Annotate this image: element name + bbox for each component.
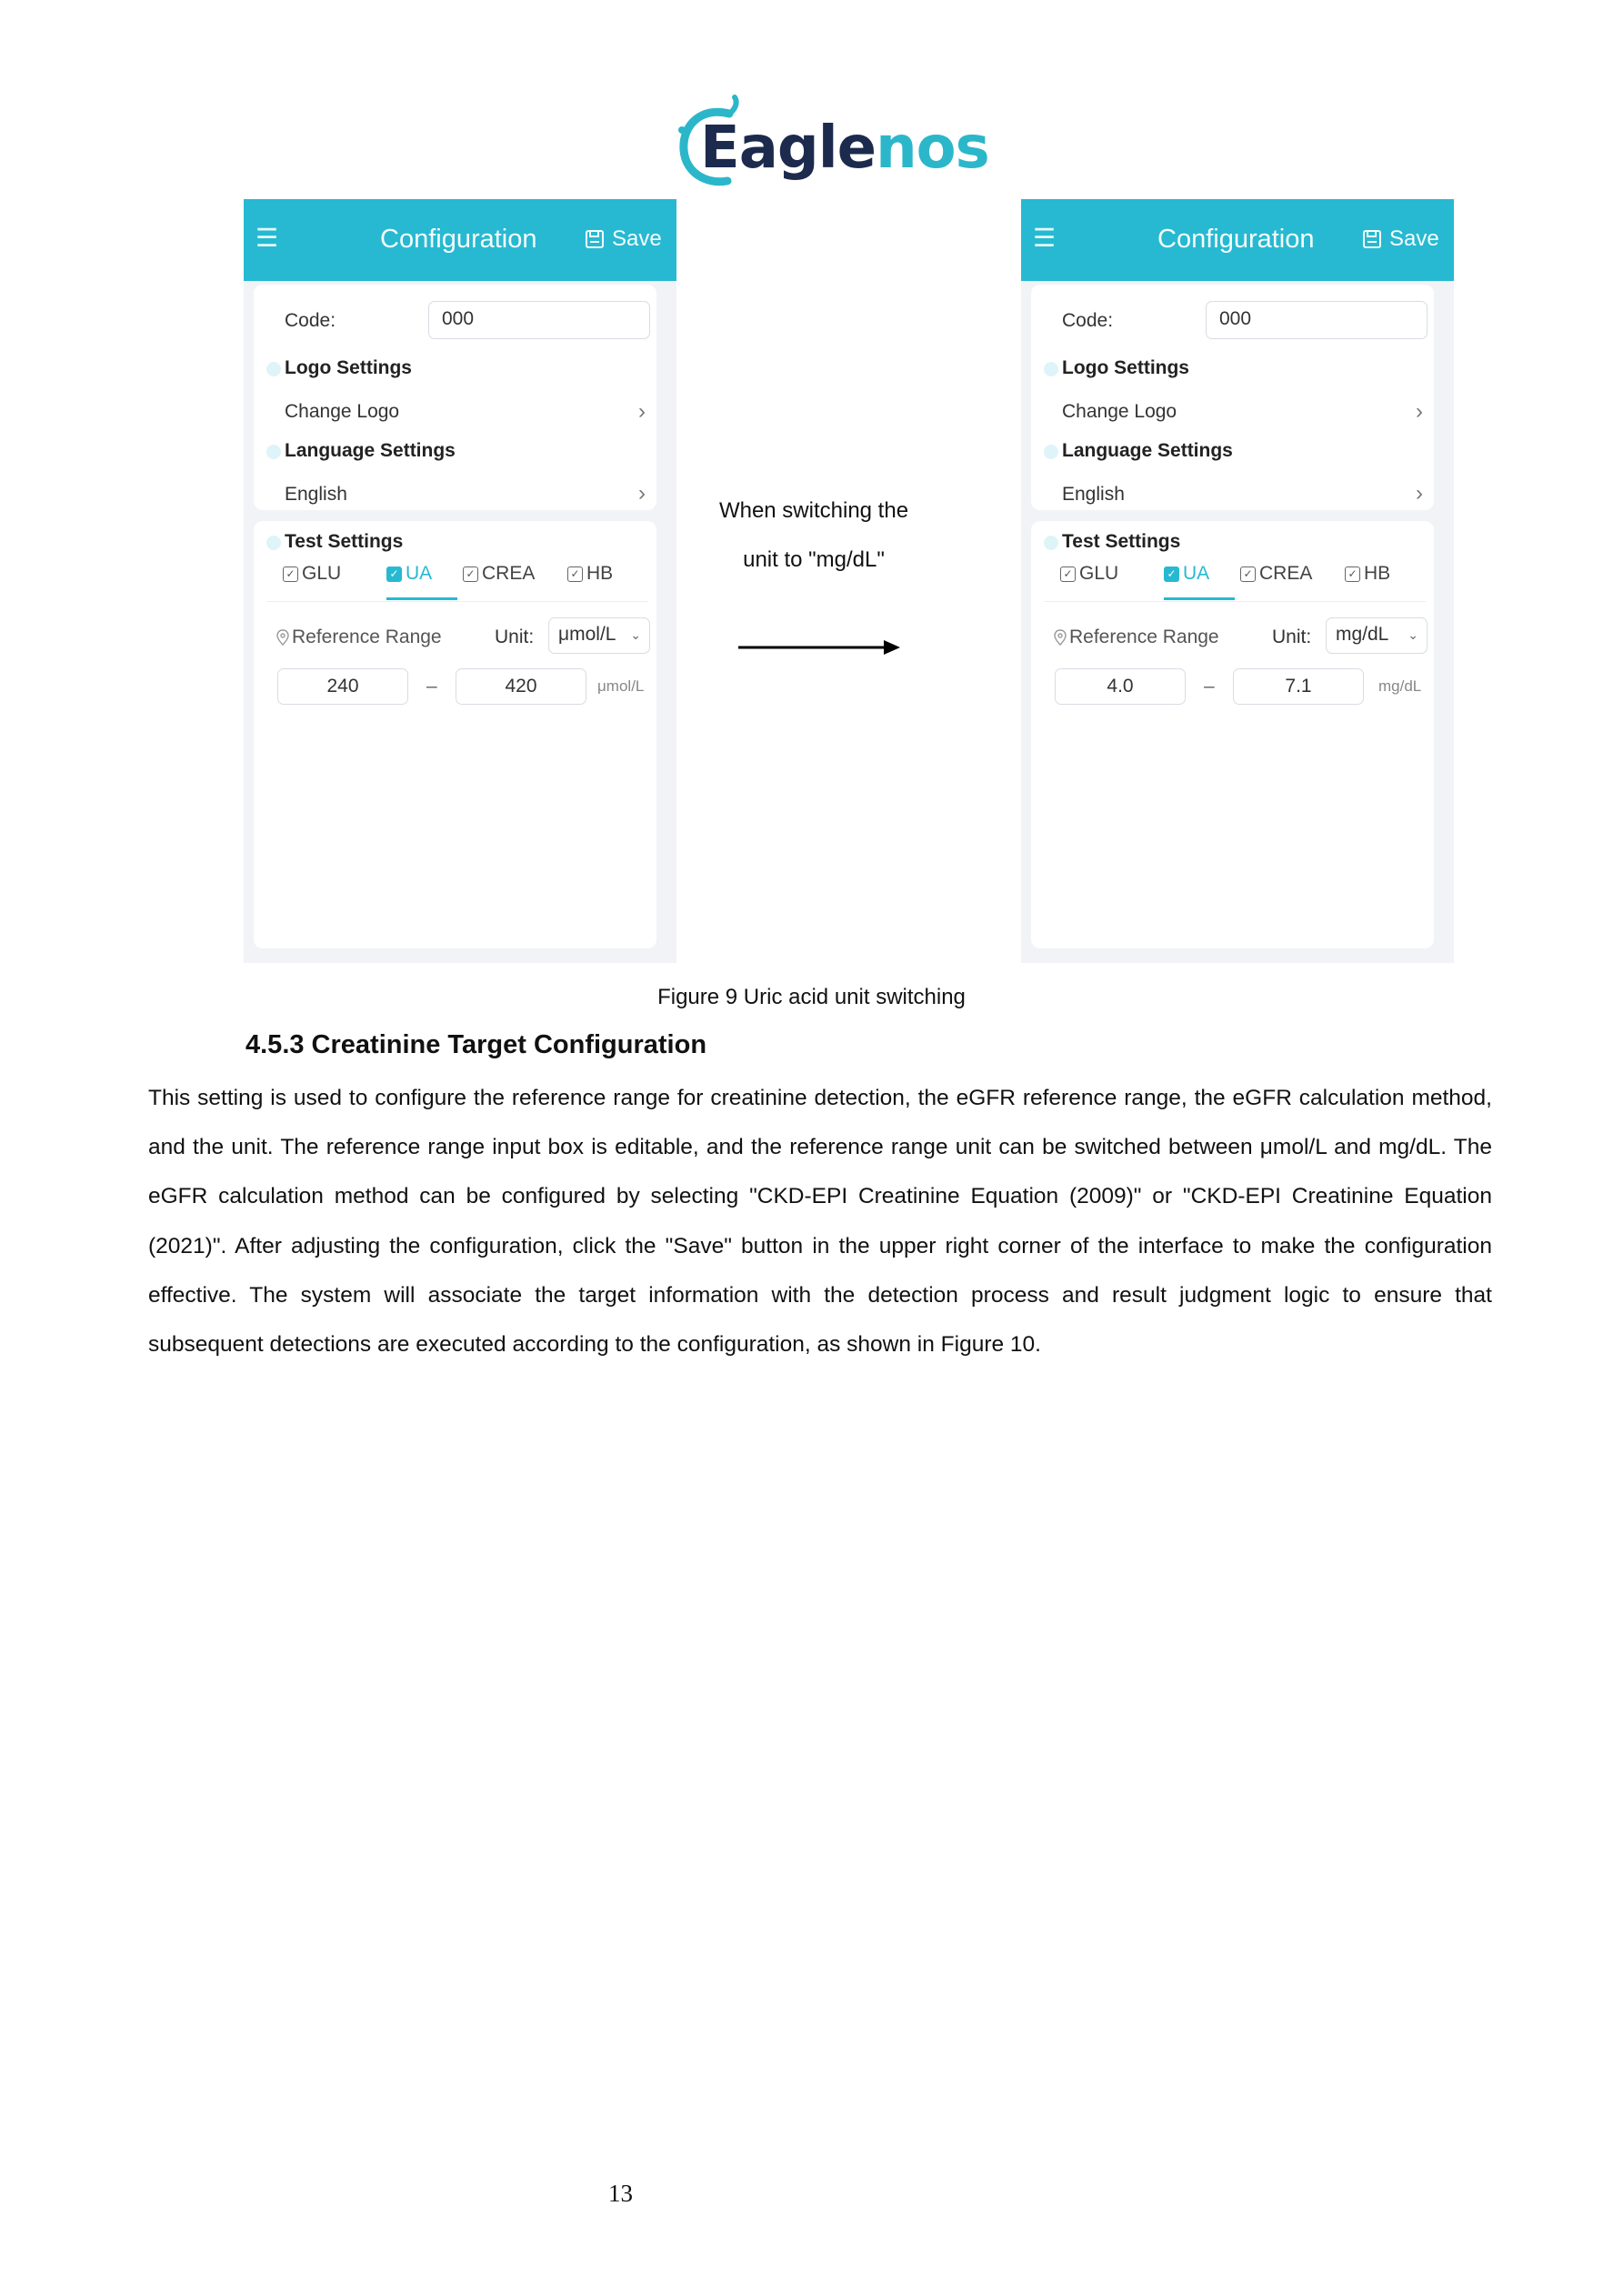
save-button-label: Save xyxy=(612,226,662,251)
range-low-input[interactable]: 4.0 xyxy=(1055,668,1186,705)
section-heading: 4.5.3 Creatinine Target Configuration xyxy=(245,1030,707,1059)
tab-ua[interactable]: ✓ UA xyxy=(386,563,432,585)
screenshot-before xyxy=(244,199,676,963)
switch-annotation xyxy=(691,486,937,585)
active-tab-indicator xyxy=(386,597,457,600)
tabs-divider xyxy=(266,601,648,602)
checkbox-icon: ✓ xyxy=(1060,566,1076,582)
unit-label: Unit: xyxy=(1272,627,1312,647)
tab-glu[interactable]: ✓ GLU xyxy=(1060,563,1118,585)
section-dot-icon xyxy=(1044,536,1058,550)
save-button-label: Save xyxy=(1389,226,1439,251)
chevron-right-icon: › xyxy=(638,399,646,424)
section-dot-icon xyxy=(266,536,281,550)
location-pin-icon xyxy=(1053,629,1067,646)
change-logo-item[interactable]: Change Logo xyxy=(1062,401,1177,422)
code-input[interactable]: 000 xyxy=(1206,301,1428,339)
save-button[interactable] xyxy=(1362,223,1439,256)
figure-caption: Figure 9 Uric acid unit switching xyxy=(657,985,966,1009)
change-logo-item[interactable]: Change Logo xyxy=(285,401,400,422)
save-icon xyxy=(1362,229,1382,249)
checkbox-icon: ✓ xyxy=(463,566,478,582)
language-item[interactable]: English xyxy=(285,484,347,505)
reference-range-label: Reference Range xyxy=(276,627,442,648)
logo-wordmark: Eaglenos xyxy=(700,115,989,182)
language-settings-title: Language Settings xyxy=(285,440,456,461)
screenshot-after xyxy=(1021,199,1454,963)
checkbox-icon: ✓ xyxy=(1345,566,1360,582)
app-header xyxy=(1021,199,1454,281)
checkbox-checked-icon: ✓ xyxy=(1164,566,1179,582)
test-settings-card xyxy=(254,521,656,948)
checkbox-icon: ✓ xyxy=(1240,566,1256,582)
hamburger-menu-icon[interactable]: ☰ xyxy=(255,224,279,252)
language-settings-title: Language Settings xyxy=(1062,440,1233,461)
unit-label: Unit: xyxy=(495,627,535,647)
save-button[interactable] xyxy=(585,223,662,256)
page-title: Configuration xyxy=(1157,225,1315,254)
app-header xyxy=(244,199,676,281)
chevron-right-icon: › xyxy=(638,481,646,506)
tab-crea[interactable]: ✓ CREA xyxy=(463,563,535,585)
location-pin-icon xyxy=(276,629,290,646)
chevron-right-icon: › xyxy=(1416,481,1423,506)
tab-crea[interactable]: ✓ CREA xyxy=(1240,563,1312,585)
range-separator: – xyxy=(1204,676,1215,697)
section-dot-icon xyxy=(1044,445,1058,459)
logo-settings-title: Logo Settings xyxy=(1062,357,1189,378)
save-icon xyxy=(585,229,605,249)
tabs-divider xyxy=(1044,601,1426,602)
range-low-input[interactable]: 240 xyxy=(277,668,408,705)
range-unit-suffix: mg/dL xyxy=(1378,677,1422,695)
unit-select[interactable]: mg/dL ⌄ xyxy=(1326,617,1428,654)
unit-select[interactable]: μmol/L ⌄ xyxy=(548,617,650,654)
section-dot-icon xyxy=(266,445,281,459)
test-settings-card xyxy=(1031,521,1434,948)
general-settings-card xyxy=(1031,285,1434,510)
company-logo xyxy=(675,94,989,194)
chevron-down-icon: ⌄ xyxy=(1408,627,1418,642)
arrow-right-icon xyxy=(738,637,902,658)
section-dot-icon xyxy=(1044,362,1058,376)
logo-settings-title: Logo Settings xyxy=(285,357,412,378)
tab-hb[interactable]: ✓ HB xyxy=(1345,563,1390,585)
tab-hb[interactable]: ✓ HB xyxy=(567,563,613,585)
page-number: 13 xyxy=(608,2180,633,2207)
hamburger-menu-icon[interactable]: ☰ xyxy=(1033,224,1057,252)
language-item[interactable]: English xyxy=(1062,484,1125,505)
active-tab-indicator xyxy=(1164,597,1235,600)
general-settings-card xyxy=(254,285,656,510)
chevron-down-icon: ⌄ xyxy=(630,627,641,642)
chevron-right-icon: › xyxy=(1416,399,1423,424)
code-label: Code: xyxy=(1062,310,1114,331)
annotation-line-2: unit to "mg/dL" xyxy=(743,547,885,572)
code-label: Code: xyxy=(285,310,336,331)
checkbox-icon: ✓ xyxy=(567,566,583,582)
body-paragraph: This setting is used to configure the reference range for creatinine detection, the eGFR reference range, the eGFR calculation method, and the unit. The reference range input box is editable, and the reference range unit can be switched between μmol/L and mg/dL. The eGFR calculation method can be configured by selecting "CKD-EPI Creatinine Equation (2009)" or "CKD-EPI Creatinine Equation (2021)". After adjusting the configuration, click the "Save" button in the upper right corner of the interface to make the configuration effective. The system will associate the target information with the detection process and result judgment logic to ensure that subsequent detections are executed according to the configuration, as shown in Figure 10. xyxy=(148,1086,1492,1358)
section-dot-icon xyxy=(266,362,281,376)
checkbox-icon: ✓ xyxy=(283,566,298,582)
reference-range-label: Reference Range xyxy=(1053,627,1219,648)
code-input[interactable]: 000 xyxy=(428,301,650,339)
range-unit-suffix: μmol/L xyxy=(597,677,645,695)
tab-ua[interactable]: ✓ UA xyxy=(1164,563,1209,585)
range-separator: – xyxy=(426,676,437,697)
range-high-input[interactable]: 420 xyxy=(456,668,586,705)
tab-glu[interactable]: ✓ GLU xyxy=(283,563,341,585)
page-title: Configuration xyxy=(380,225,537,254)
range-high-input[interactable]: 7.1 xyxy=(1233,668,1364,705)
checkbox-checked-icon: ✓ xyxy=(386,566,402,582)
annotation-line-1: When switching the xyxy=(718,498,909,523)
test-settings-title: Test Settings xyxy=(1062,531,1181,552)
test-settings-title: Test Settings xyxy=(285,531,404,552)
